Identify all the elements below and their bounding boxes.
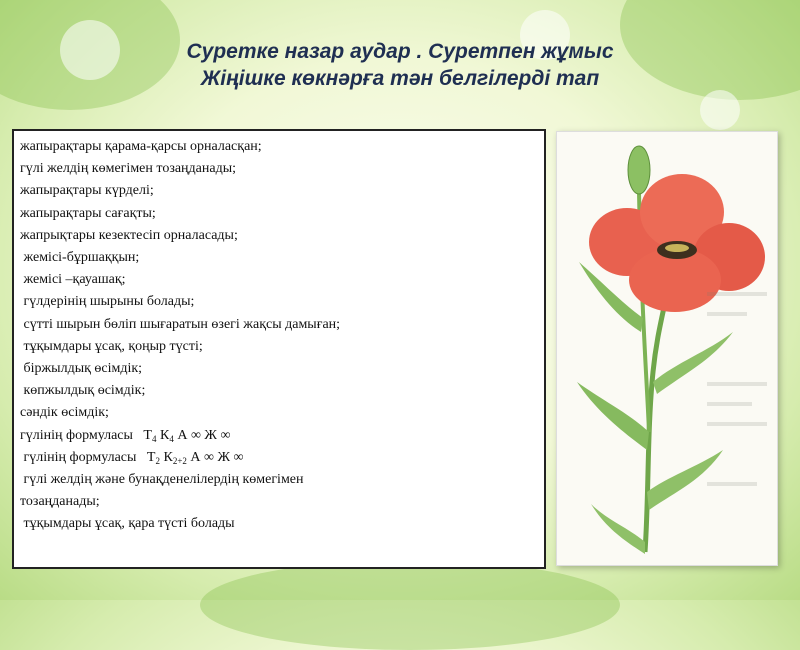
formula-symbol-t: Т [146,449,156,465]
formula-rest: А ∞ Ж ∞ [173,427,231,443]
trait-line: біржылдық өсімдік; [20,361,143,377]
formula-prefix: гүлінің формуласы [20,427,144,443]
trait-line: гүлі желдің және бунақденелілердің көмегімен [20,472,304,488]
formula-symbol-k: К [156,427,170,443]
poppy-drawing [557,132,777,565]
trait-line: жапырақтары қарама-қарсы орналасқан; [20,139,262,154]
background-text-trace [707,312,747,316]
formula-subscript: 4 [169,433,174,444]
leaf [647,450,723,510]
trait-line: тозаңданады; [20,494,100,510]
trait-line: жемісі –қауашақ; [20,272,126,288]
traits-text-box [12,129,546,569]
flower-bud [628,146,650,194]
background-bokeh [700,90,740,130]
background-text-trace [707,292,767,296]
formula-rest: А ∞ Ж ∞ [186,449,244,465]
trait-line: сүтті шырын бөліп шығаратын өзегі жақсы дамыған; [20,316,341,332]
stamens [665,244,689,252]
trait-line: тұқымдары ұсақ, қара түсті болады [20,516,235,532]
slide-title-line-2: Жіңішке көкнәрға тән белгілерді тап [200,67,600,90]
flower-formula-line-2 [20,447,538,469]
background-text-trace [707,482,757,486]
formula-subscript: 2 [155,455,160,466]
trait-line: сәндік өсімдік; [20,405,109,421]
formula-subscript: 2+2 [172,455,187,466]
slide-title-line-1: Суретке назар аудар . Суретпен жұмыс [186,40,614,63]
trait-line: жапырақтары сағақты; [20,205,156,221]
leaf [591,504,645,554]
slide-title [0,38,800,92]
trait-line: жемісі-бұршаққын; [20,250,140,266]
trait-line: көпжылдық өсімдік; [20,383,146,399]
formula-subscript: 4 [151,433,157,444]
trait-line: жапырақтары күрделі; [20,183,154,199]
poppy-illustration [556,131,778,566]
formula-prefix: гүлінің формуласы [20,449,147,465]
background-leaf-bottom [200,560,620,650]
formula-symbol-k: К [159,449,173,465]
leaf [577,382,649,450]
formula-symbol-t: Т [143,427,152,443]
trait-line: гүлі желдің көмегімен тозаңданады; [20,161,237,177]
flower-formula-line-1 [20,425,538,447]
background-text-trace [707,382,767,386]
trait-line: тұқымдары ұсақ, қоңыр түсті; [20,338,203,354]
background-text-trace [707,422,767,426]
trait-line: жапрықтары кезектесіп орналасады; [20,227,238,243]
trait-line: гүлдерінің шырыны болады; [20,294,195,310]
background-text-trace [707,402,752,406]
